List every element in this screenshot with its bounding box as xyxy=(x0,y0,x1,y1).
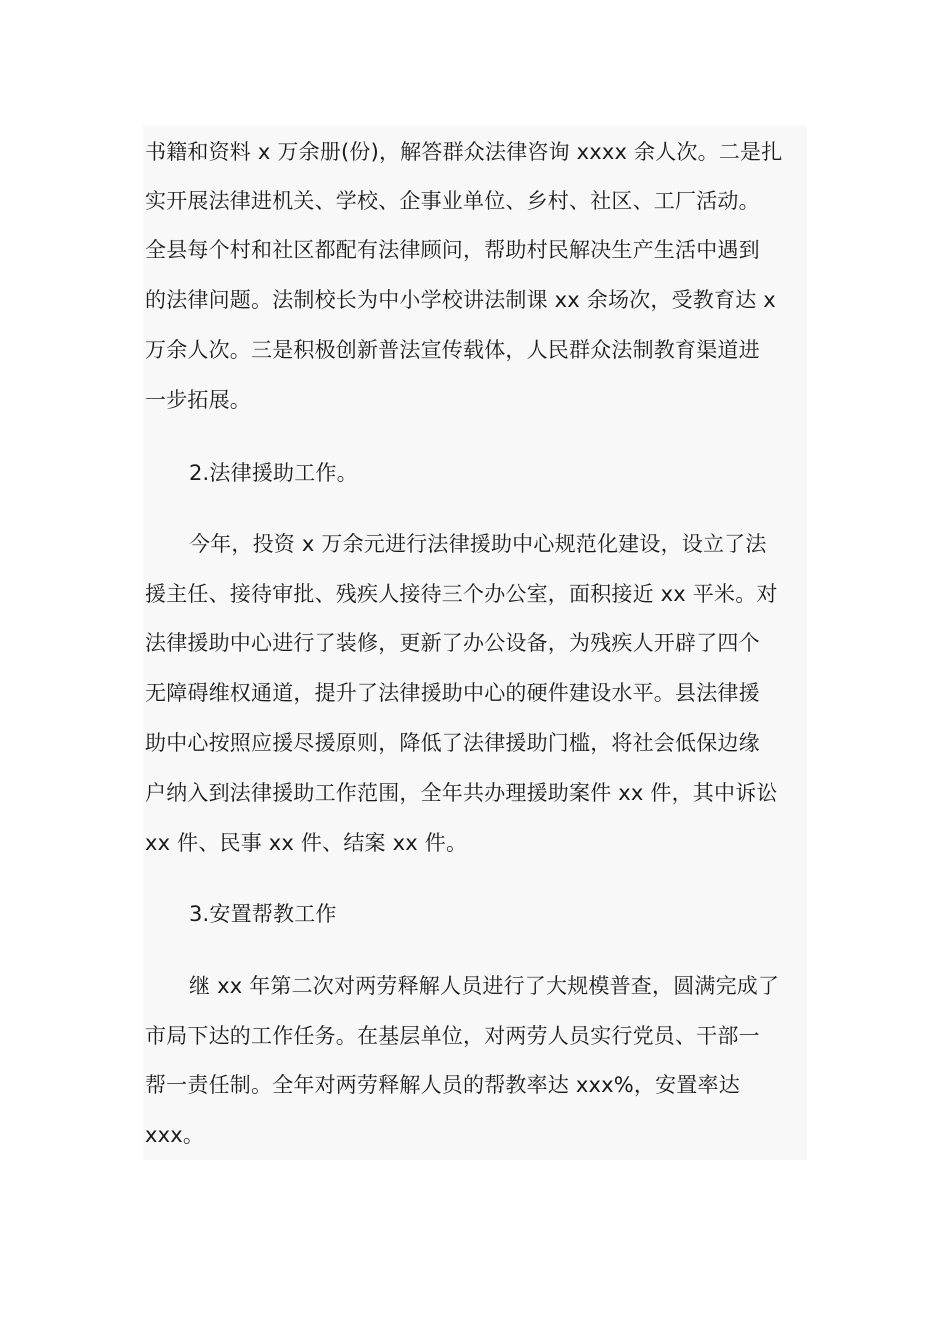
paragraph-line: 的法律问题。法制校长为中小学校讲法制课 xx 余场次，受教育达 x xyxy=(145,288,776,312)
paragraph-line: 全县每个村和社区都配有法律顾问，帮助村民解决生产生活中遇到 xyxy=(145,238,760,262)
paragraph-line: 今年，投资 x 万余元进行法律援助中心规范化建设，设立了法 xyxy=(189,532,767,556)
paragraph-line: 万余人次。三是积极创新普法宣传载体，人民群众法制教育渠道进 xyxy=(145,338,760,362)
paragraph-line: 实开展法律进机关、学校、企事业单位、乡村、社区、工厂活动。 xyxy=(145,189,760,213)
paragraph-line: 助中心按照应援尽援原则，降低了法律援助门槛，将社会低保边缘 xyxy=(145,731,760,755)
paragraph-line: 法律援助中心进行了装修，更新了办公设备，为残疾人开辟了四个 xyxy=(145,631,760,655)
section-heading-legal-aid: 2.法律援助工作。 xyxy=(189,461,358,485)
paragraph-line: 无障碍维权通道，提升了法律援助中心的硬件建设水平。县法律援 xyxy=(145,681,760,705)
paragraph-line: 继 xx 年第二次对两劳释解人员进行了大规模普查，圆满完成了 xyxy=(189,974,780,998)
paragraph-line: 一步拓展。 xyxy=(145,388,251,412)
paragraph-line: xx 件、民事 xx 件、结案 xx 件。 xyxy=(145,831,468,855)
paragraph-line: 市局下达的工作任务。在基层单位，对两劳人员实行党员、干部一 xyxy=(145,1024,760,1048)
document-page xyxy=(143,126,807,1160)
paragraph-line: 援主任、接待审批、残疾人接待三个办公室，面积接近 xx 平米。对 xyxy=(145,582,778,606)
section-heading-resettlement: 3.安置帮教工作 xyxy=(189,902,337,926)
paragraph-line: 户纳入到法律援助工作范围，全年共办理援助案件 xx 件，其中诉讼 xyxy=(145,781,778,805)
paragraph-line: 书籍和资料 x 万余册(份)，解答群众法律咨询 xxxx 余人次。二是扎 xyxy=(145,140,783,164)
paragraph-line: xxx。 xyxy=(145,1123,205,1147)
paragraph-line: 帮一责任制。全年对两劳释解人员的帮教率达 xxx%，安置率达 xyxy=(145,1073,740,1097)
